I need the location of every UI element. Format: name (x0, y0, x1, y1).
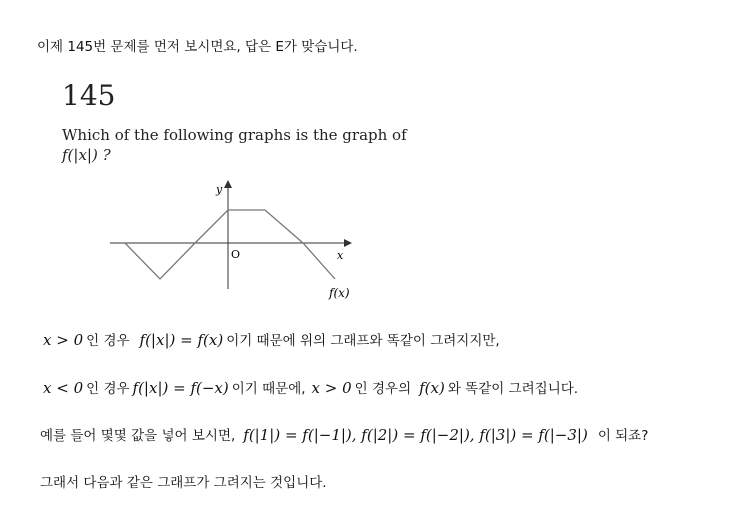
math-expression: f(|1|) = f(|−1|), f(|2|) = f(|−2|), f(|3|) = f(|−3|) (243, 426, 588, 444)
intro-text: 이제 145번 문제를 먼저 보시면요, 답은 E가 맞습니다. (37, 39, 358, 55)
text-segment: 와 똑같이 그려집니다. (447, 381, 579, 397)
text-segment: 인 경우의 (354, 381, 412, 397)
problem-question (62, 125, 407, 165)
origin-label: O (231, 248, 241, 261)
text-segment: 예를 들어 몇몇 값을 넣어 보시면, (40, 428, 236, 444)
text-segment: 이기 때문에 위의 그래프와 똑같이 그려지지만, (226, 333, 500, 349)
text-segment: 이 되죠? (597, 428, 649, 444)
explanation-line-4: 그래서 다음과 같은 그래프가 그려지는 것입니다. (40, 475, 327, 491)
question-line-1: Which of the following graphs is the graph of (62, 126, 407, 144)
math-expression: x > 0 (43, 331, 84, 349)
function-curve (125, 210, 335, 279)
math-expression: f(|x|) = f(x) (139, 331, 224, 349)
math-expression: x > 0 (311, 379, 352, 397)
math-expression: x < 0 (43, 379, 84, 397)
math-expression: f(|x|) = f(−x) (132, 379, 229, 397)
explanation-line-1 (40, 329, 500, 349)
question-line-2: f(|x|) ? (62, 146, 111, 164)
explanation-line-2 (40, 377, 578, 397)
y-axis-label: y (216, 183, 223, 196)
explanation-line-3 (40, 424, 648, 444)
curve-label: f(x) (329, 286, 350, 300)
x-axis-label: x (337, 249, 344, 262)
text-segment: 인 경우 (86, 333, 130, 349)
math-expression: f(x) (419, 379, 445, 397)
text-segment: 인 경우 (86, 381, 130, 397)
problem-number: 145 (62, 79, 116, 112)
function-graph (105, 177, 365, 302)
text-segment: 이기 때문에, (231, 381, 306, 397)
